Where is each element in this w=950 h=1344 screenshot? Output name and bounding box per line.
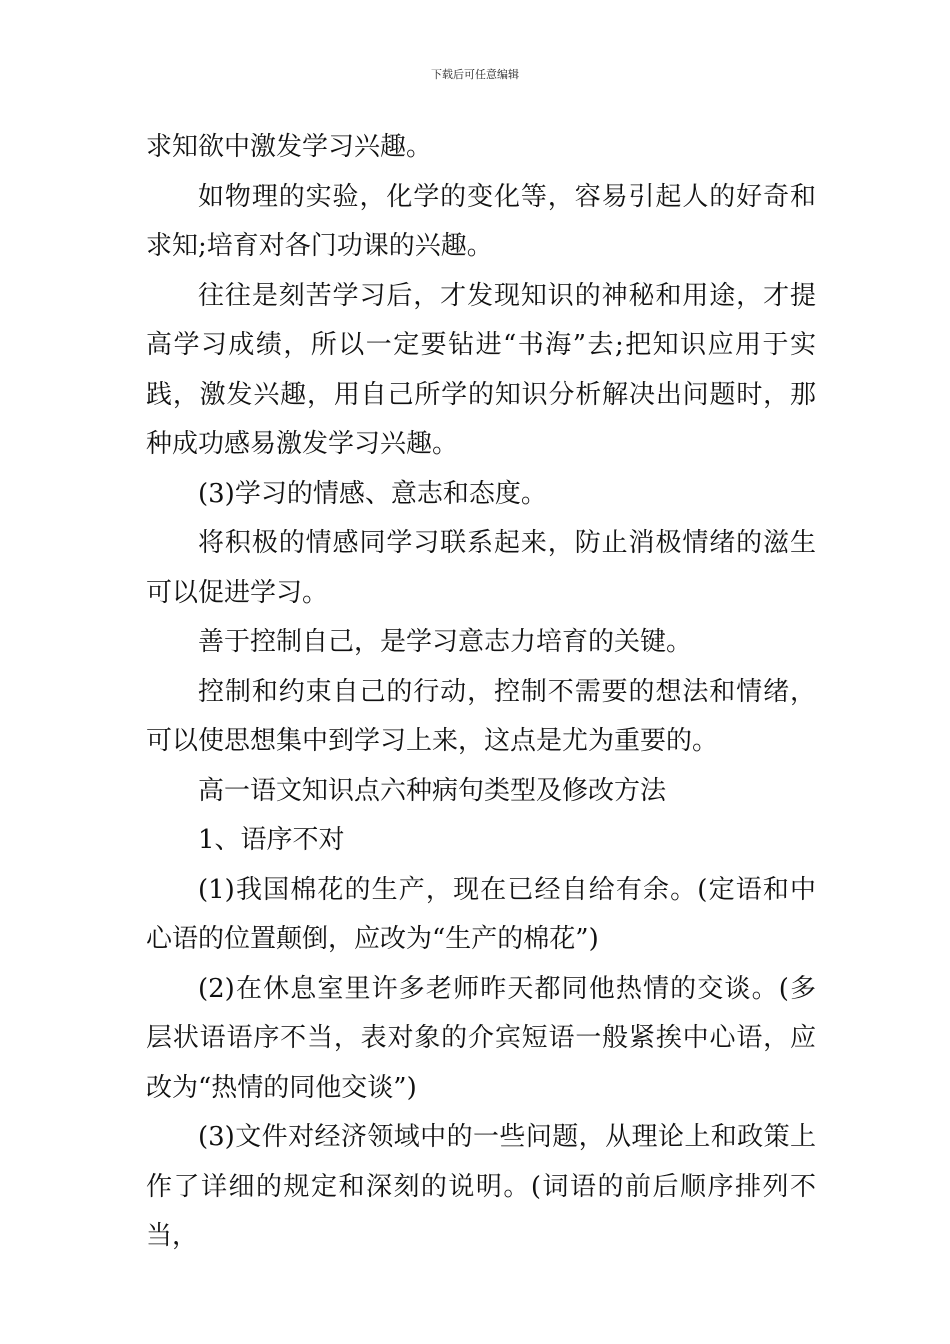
paragraph-3: 往往是刻苦学习后，才发现知识的神秘和用途，才提高学习成绩，所以一定要钻进“书海”去;把知识应用于实践，激发兴趣，用自己所学的知识分析解决出问题时，那种成功感易激发学习兴趣。 bbox=[146, 280, 816, 459]
example-1: (1)我国棉花的生产，现在已经自给有余。(定语和中心语的位置颠倒，应改为“生产的棉花”) bbox=[146, 874, 816, 954]
section-heading: 高一语文知识点六种病句类型及修改方法 bbox=[198, 775, 667, 806]
paragraph-5: 将积极的情感同学习联系起来，防止消极情绪的滋生可以促进学习。 bbox=[146, 528, 816, 608]
paragraph-1: 求知欲中激发学习兴趣。 bbox=[146, 132, 433, 162]
header-note: 下载后可任意编辑 bbox=[431, 68, 519, 81]
subsection-heading: 1、语序不对 bbox=[198, 825, 345, 855]
paragraph-4: (3)学习的情感、意志和态度。 bbox=[198, 478, 547, 509]
document-body bbox=[146, 123, 816, 1262]
example-2: (2)在休息室里许多老师昨天都同他热情的交谈。(多层状语语序不当，表对象的介宾短语一般紧挨中心语，应改为“热情的同他交谈”) bbox=[146, 973, 816, 1103]
paragraph-2: 如物理的实验，化学的变化等，容易引起人的好奇和求知;培育对各门功课的兴趣。 bbox=[146, 181, 816, 261]
paragraph-7: 控制和约束自己的行动，控制不需要的想法和情绪，可以使思想集中到学习上来，这点是尤为重要的。 bbox=[146, 676, 816, 756]
example-3: (3)文件对经济领域中的一些问题，从理论上和政策上作了详细的规定和深刻的说明。(词语的前后顺序排列不当， bbox=[146, 1122, 816, 1251]
paragraph-6: 善于控制自己，是学习意志力培育的关键。 bbox=[198, 627, 693, 657]
